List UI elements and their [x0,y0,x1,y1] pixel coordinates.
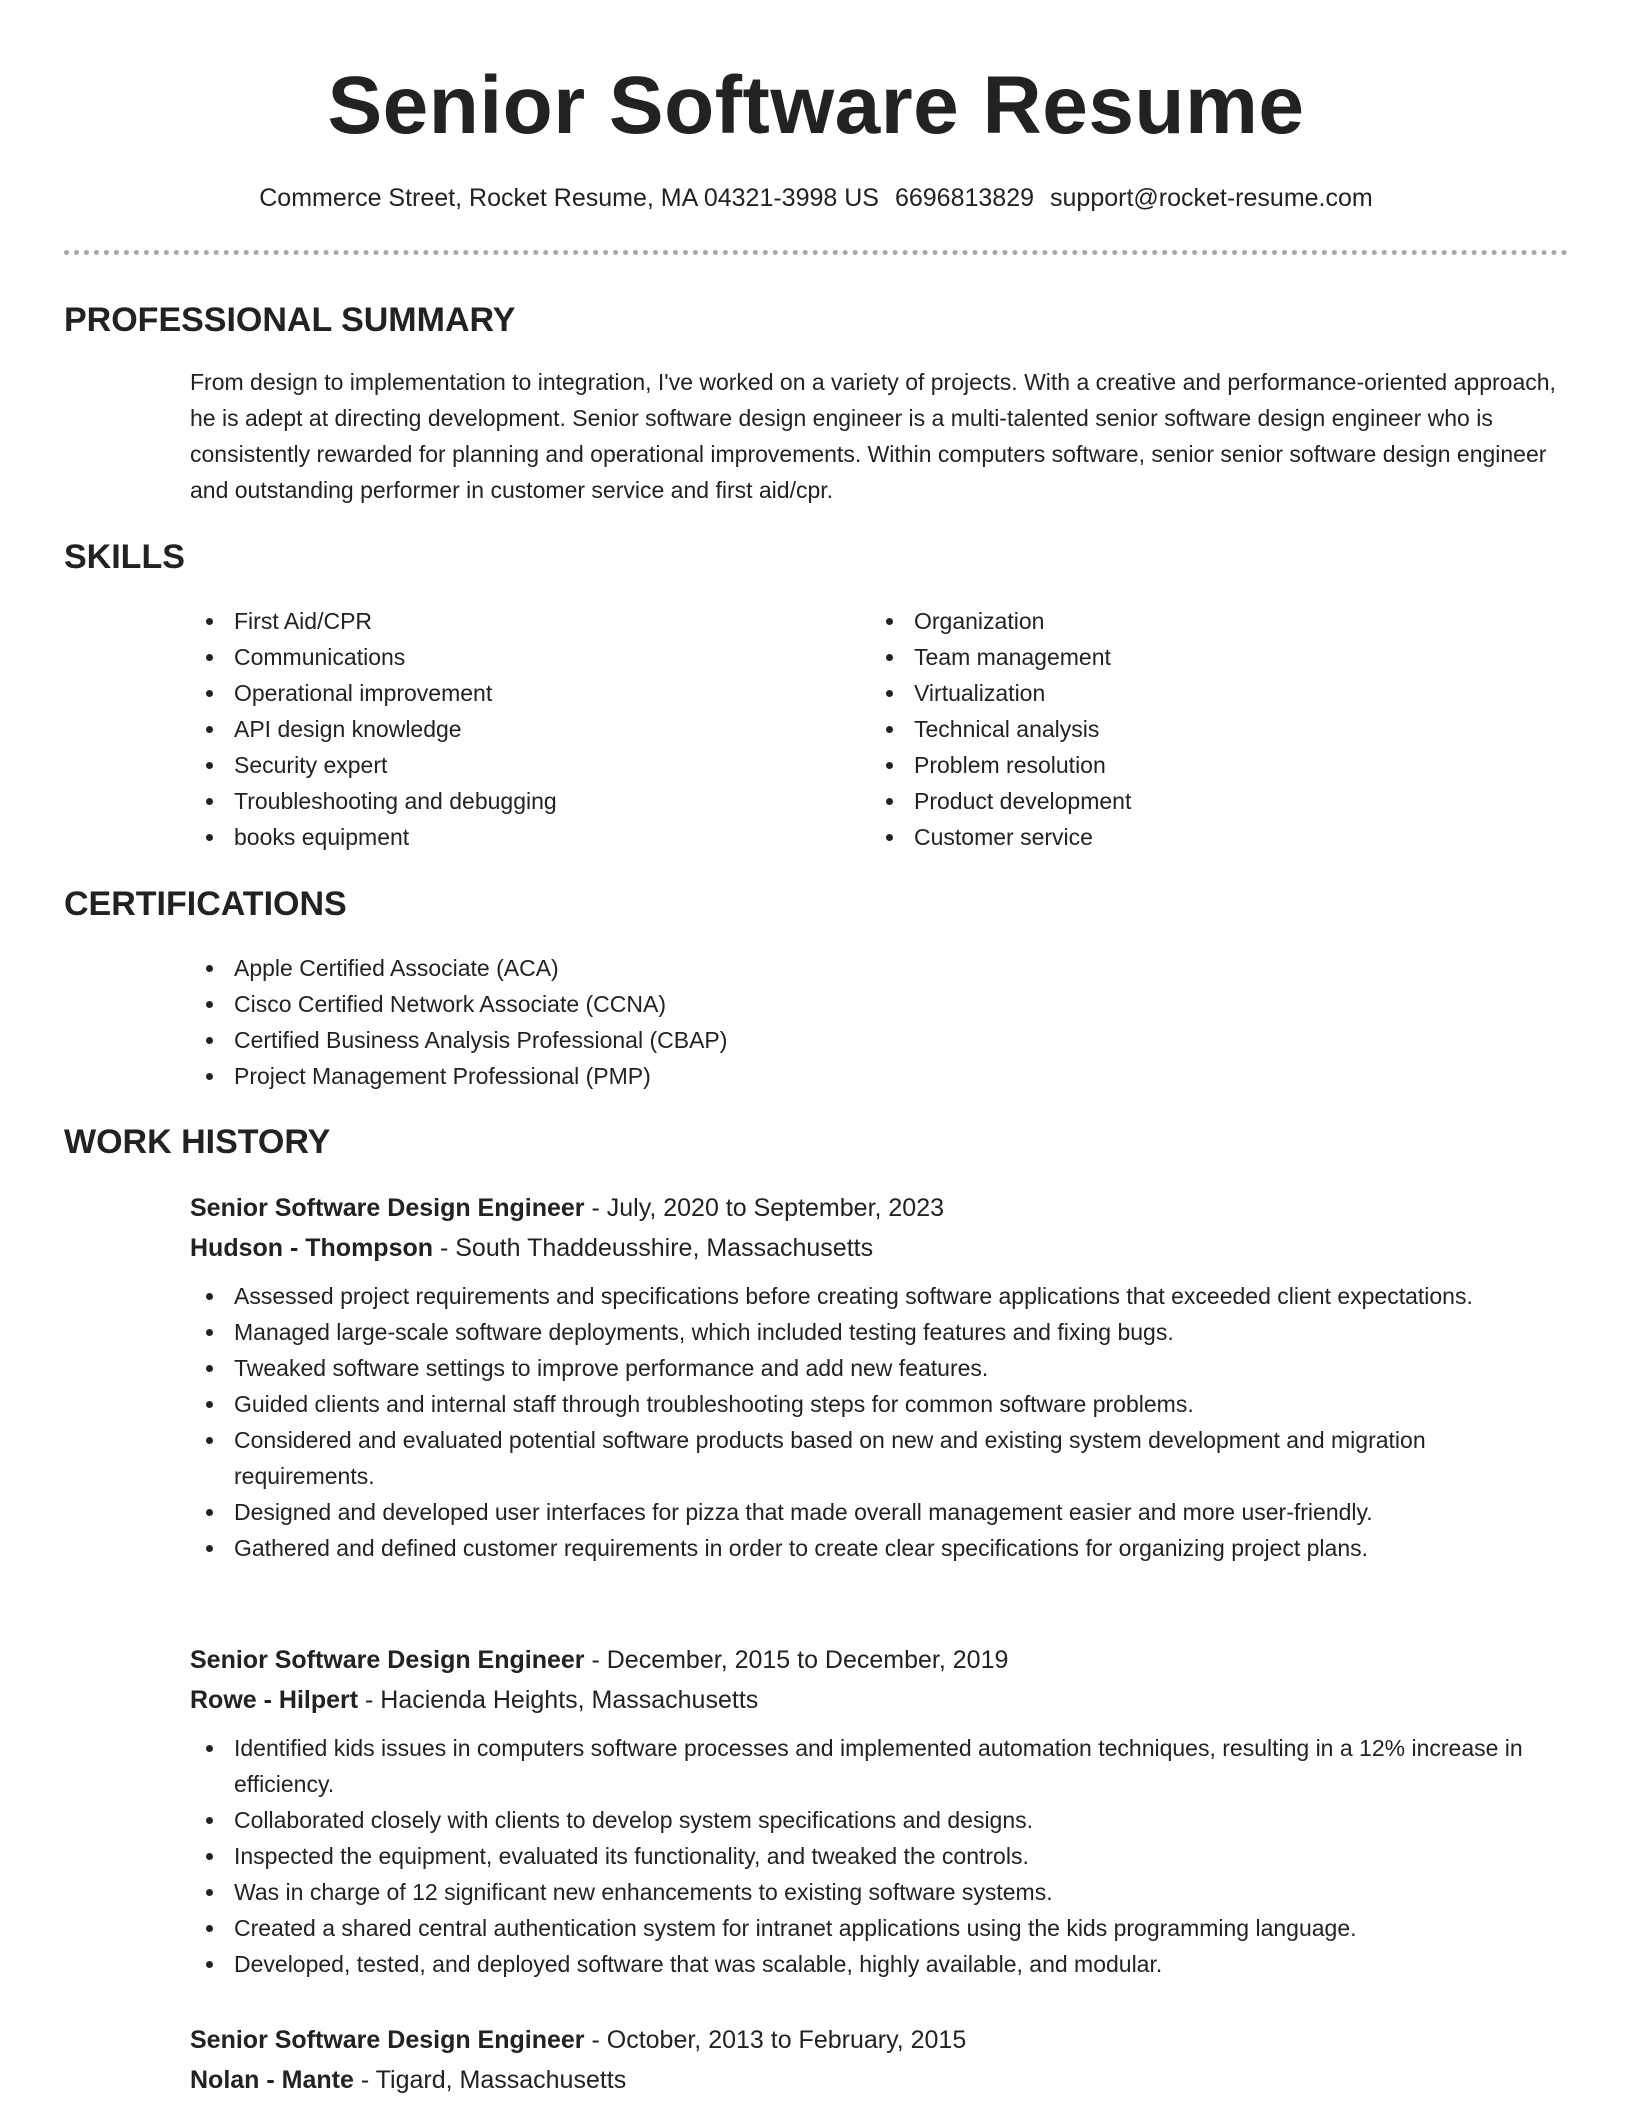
skill-item: Customer service [870,819,1550,855]
skills-heading: SKILLS [64,538,185,576]
summary-heading: PROFESSIONAL SUMMARY [64,301,516,339]
job-location: - Tigard, Massachusetts [353,2066,627,2094]
job-duty: Assessed project requirements and specifications before creating software applications that exceeded client expectations. [190,1278,1568,1314]
certifications-list [190,950,1568,1094]
job-duty: Created a shared central authentication system for intranet applications using the kids programming language. [190,1910,1568,1946]
skill-item: First Aid/CPR [190,603,870,639]
skill-item: Communications [190,639,870,675]
job-duty: Considered and evaluated potential software products based on new and existing system development and migration requirements. [190,1422,1568,1494]
job-title-line [190,1640,1568,1680]
job-role: Senior Software Design Engineer [190,2026,585,2054]
job-company: Hudson - Thompson [190,1234,434,1262]
job-duty: Tweaked software settings to improve performance and add new features. [190,1350,1568,1386]
skill-item: API design knowledge [190,711,870,747]
job-company-line [190,1228,1568,1268]
skill-item: Security expert [190,747,870,783]
contact-line [64,180,1568,216]
job-company: Rowe - Hilpert [190,1686,359,1714]
job-dates: - July, 2020 to September, 2023 [584,1194,945,1222]
skill-item: Operational improvement [190,675,870,711]
summary-text: From design to implementation to integration, I've worked on a variety of projects. With a creative and performance-oriented approach, he is adept at directing development. Senior software design engineer is a multi-talented senior software design engineer who is consistently rewarded for planning and operational improvements. Within computers software, senior senior software design engineer and outstanding performer in customer service and first aid/cpr. [190,369,1556,503]
job-duties [190,1278,1568,1566]
contact-phone: 6696813829 [894,184,1035,212]
job-duty: Designed and developed user interfaces for pizza that made overall management easier and more user-friendly. [190,1494,1568,1530]
skills-list [190,603,1568,855]
job-company-line [190,2060,1568,2100]
job-duty: Developed, tested, and deployed software that was scalable, highly available, and modular. [190,1946,1568,1982]
job-location: - South Thaddeusshire, Massachusetts [433,1234,874,1262]
certification-item: Apple Certified Associate (ACA) [190,950,1568,986]
job-entry [190,1640,1568,1982]
skill-item: Problem resolution [870,747,1550,783]
job-title-line [190,1188,1568,1228]
certification-item: Certified Business Analysis Professional (CBAP) [190,1022,1568,1058]
skill-item: Troubleshooting and debugging [190,783,870,819]
job-duties [190,1730,1568,1982]
job-title-line [190,2020,1568,2060]
header-divider [64,250,1568,255]
resume-page [64,0,1568,2112]
job-duty: Inspected the equipment, evaluated its functionality, and tweaked the controls. [190,1838,1568,1874]
job-duty: Identified kids issues in computers software processes and implemented automation techniques, resulting in a 12% increase in efficiency. [190,1730,1568,1802]
skill-item: Virtualization [870,675,1550,711]
certification-item: Project Management Professional (PMP) [190,1058,1568,1094]
job-duty: Managed large-scale software deployments, which included testing features and fixing bugs. [190,1314,1568,1350]
skill-item: Organization [870,603,1550,639]
job-company-line [190,1680,1568,1720]
skills-column-right [870,603,1550,855]
skill-item: Team management [870,639,1550,675]
job-duty: Gathered and defined customer requirements in order to create clear specifications for organizing project plans. [190,1530,1568,1566]
job-role: Senior Software Design Engineer [190,1646,585,1674]
job-role: Senior Software Design Engineer [190,1194,585,1222]
job-duty: Collaborated closely with clients to develop system specifications and designs. [190,1802,1568,1838]
job-entry [190,2020,1568,2100]
certifications-heading: CERTIFICATIONS [64,885,347,923]
skill-item: Product development [870,783,1550,819]
job-company: Nolan - Mante [190,2066,354,2094]
job-location: - Hacienda Heights, Massachusetts [358,1686,759,1714]
job-duty: Guided clients and internal staff through troubleshooting steps for common software problems. [190,1386,1568,1422]
resume-title: Senior Software Resume [327,60,1305,151]
certification-item: Cisco Certified Network Associate (CCNA) [190,986,1568,1022]
work-history-heading: WORK HISTORY [64,1123,331,1161]
job-duty: Was in charge of 12 significant new enhancements to existing software systems. [190,1874,1568,1910]
skill-item: books equipment [190,819,870,855]
job-dates: - December, 2015 to December, 2019 [584,1646,1009,1674]
skills-column-left [190,603,870,855]
contact-email: support@rocket-resume.com [1050,184,1373,212]
skill-item: Technical analysis [870,711,1550,747]
job-entry [190,1188,1568,1566]
job-dates: - October, 2013 to February, 2015 [584,2026,967,2054]
contact-address: Commerce Street, Rocket Resume, MA 04321-3998 US [259,184,879,212]
